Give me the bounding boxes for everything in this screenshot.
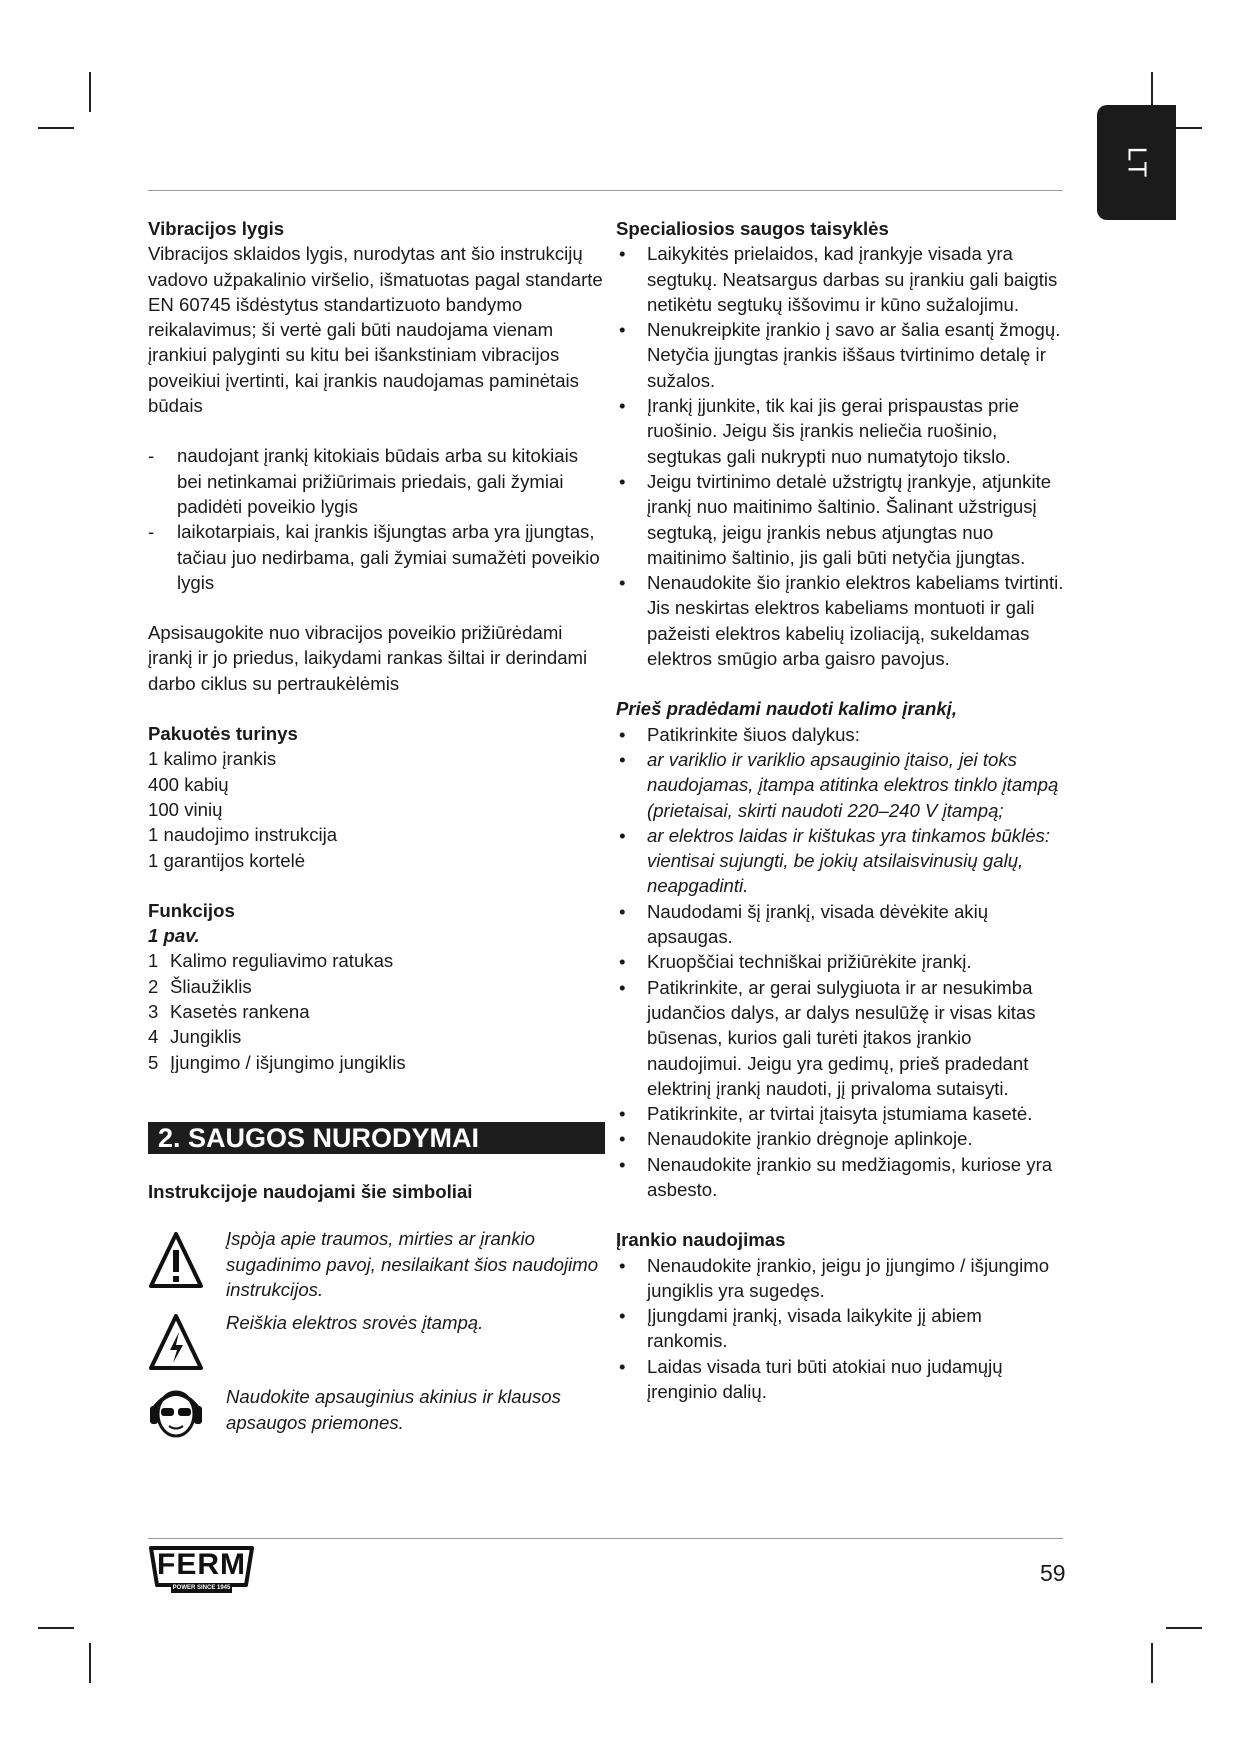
package-list: [148, 746, 603, 872]
vibration-dash-list: [148, 443, 603, 595]
ferm-logo: [148, 1545, 255, 1595]
symbol-row: [148, 1226, 603, 1298]
list-item: 1 garantijos kortelė: [148, 849, 306, 871]
header-rule: [148, 190, 1063, 191]
figure-label: 1 pav.: [148, 925, 200, 947]
list-item: 5 Įjungimo / išjungimo jungiklis: [148, 1051, 406, 1073]
goggles-earmuffs-icon: [148, 1382, 204, 1442]
list-item: - laikotarpiais, kai įrankis išjungtas arba yra įjungtas, tačiau juo nedirbama, gali žymiai sumažėti poveikio lygis: [148, 519, 603, 595]
special-heading: Specialiosios saugos taisyklės: [616, 218, 889, 239]
before-use-check-list: [616, 747, 1066, 899]
list-item: 3 Kasetės rankena: [148, 1001, 310, 1023]
list-item: • Nenukreipkite įrankio į savo ar šalia esantį žmogų. Netyčia įjungtas įrankis iššaus tvirtinimo detalę ir sužalos.: [616, 317, 1066, 393]
footer-rule: [148, 1538, 1063, 1539]
special-list: [616, 241, 1066, 671]
crop-mark: [1166, 1627, 1202, 1629]
list-item: • Nenaudokite šio įrankio elektros kabeliams tvirtinti. Jis neskirtas elektros kabeliams montuoti ir gali pažeisti elektros kabelių izoliaciją, sukeldamas elektros smūgio arba gaisro pavojus.: [616, 570, 1066, 671]
list-item: • Patikrinkite, ar gerai sulygiuota ir ar nesukimba judančios dalys, ar dalys nesulūžę ir visas kitas būsenas, kurios gali turėti įtakos įrankio naudojimui. Jeigu yra gedimų, prieš pradedant elektrinį įrankį naudoti, jį privaloma sutaisyti.: [616, 975, 1066, 1101]
list-item: • Laidas visada turi būti atokiai nuo judamųjų įrenginio dalių.: [616, 1354, 1066, 1405]
list-item: 1 Kalimo reguliavimo ratukas: [148, 950, 394, 972]
list-item: 1 naudojimo instrukcija: [148, 824, 338, 846]
before-use-list: [616, 899, 1066, 1203]
package-heading: Pakuotės turinys: [148, 723, 298, 745]
list-item: • Patikrinkite, ar tvirtai įtaisyta įstumiama kasetė.: [616, 1101, 1066, 1126]
functions-heading: Funkcijos: [148, 899, 235, 921]
list-item: • Patikrinkite šiuos dalykus:: [616, 722, 1066, 747]
list-item: • Naudodami šį įrankį, visada dėvėkite akių apsaugas.: [616, 899, 1066, 950]
symbols-heading: Instrukcijoje naudojami šie simboliai: [148, 1180, 473, 1202]
electric-hazard-icon: [148, 1312, 204, 1372]
list-item: 400 kabių: [148, 773, 229, 795]
list-item: • Nenaudokite įrankio su medžiagomis, kuriose yra asbesto.: [616, 1152, 1066, 1203]
list-item: 4 Jungiklis: [148, 1026, 242, 1048]
before-use-heading: Prieš pradėdami naudoti kalimo įrankį,: [616, 698, 957, 720]
crop-mark: [89, 1643, 91, 1683]
usage-heading: Įrankio naudojimas: [616, 1229, 786, 1251]
crop-mark: [38, 1627, 74, 1629]
crop-mark: [1151, 1643, 1153, 1683]
section-title: 2. SAUGOS NURODYMAI: [148, 1122, 605, 1154]
list-item: • Jeigu tvirtinimo detalė užstrigtų įrankyje, atjunkite įrankį nuo maitinimo šaltinio. Šalinant užstrigusį segtuką, jeigu įrankis nebus atjungtas nuo maitinimo šaltinio, jis gali būti netyčia įjungtas.: [616, 469, 1066, 570]
list-item: • ar variklio ir variklio apsauginio įtaiso, jei toks naudojamas, įtampa atitinka elektros tinklo įtampą (prietaisai, skirti naudoti 220–240 V įtampą;: [616, 747, 1066, 823]
symbol-row: [148, 1308, 603, 1368]
list-item: • Kruopščiai techniškai prižiūrėkite įrankį.: [616, 949, 1066, 974]
before-use-intro: [616, 722, 1066, 747]
list-item: • Įjungdami įrankį, visada laikykite jį abiem rankomis.: [616, 1303, 1066, 1354]
left-column: [148, 216, 603, 1440]
warning-icon: [148, 1230, 204, 1290]
list-item: • Nenaudokite įrankio, jeigu jo įjungimo / išjungimo jungiklis yra sugedęs.: [616, 1253, 1066, 1304]
list-item: 1 kalimo įrankis: [148, 748, 277, 770]
language-tab: [1097, 105, 1176, 220]
list-item: • ar elektros laidas ir kištukas yra tinkamos būklės: vientisai sujungti, be jokių atsilaisvinusių galų, neapgadinti.: [616, 823, 1066, 899]
right-column: [616, 216, 1066, 1404]
crop-mark: [38, 127, 74, 129]
functions-list: [148, 948, 603, 1074]
symbol-description: Naudokite apsauginius akinius ir klausos apsaugos priemones.: [226, 1386, 561, 1433]
symbol-description: Įspòja apie traumos, mirties ar įrankio sugadinimo pavoj, nesilaikant šios naudojimo instrukcijos.: [226, 1228, 599, 1300]
logo-tagline: POWER SINCE 1945: [172, 1585, 231, 1591]
page-number: 59: [1040, 1560, 1066, 1586]
list-item: • Nenaudokite įrankio drėgnoje aplinkoje.: [616, 1126, 1066, 1151]
vibration-paragraph: Vibracijos sklaidos lygis, nurodytas ant šio instrukcijų vadovo užpakalinio viršelio, išmatuotas pagal standarte EN 60745 išdėstytus standartizuoto bandymo reikalavimus; ši vertė gali būti naudojama vienam įrankiui palyginti su kitu bei išankstiniam vibracijos poveikiui įvertinti, kai įrankis naudojamas paminėtais būdais: [148, 243, 603, 417]
logo-text: FERM: [157, 1548, 246, 1581]
list-item: 2 Šliaužiklis: [148, 975, 252, 997]
language-code: LT: [1122, 146, 1152, 179]
symbol-description: Reiškia elektros srovės įtampą.: [226, 1312, 484, 1334]
symbol-row: [148, 1378, 603, 1440]
list-item: 100 vinių: [148, 798, 223, 820]
crop-mark: [89, 72, 91, 112]
list-item: - naudojant įrankį kitokiais būdais arba su kitokiais bei netinkamai prižiūrimais priedais, gali žymiai padidėti poveikio lygis: [148, 443, 603, 519]
list-item: • Laikykitės prielaidos, kad įrankyje visada yra segtukų. Neatsargus darbas su įrankiu gali baigtis netikėtu segtukų iššovimu ir kūno sužalojimu.: [616, 241, 1066, 317]
list-item: • Įrankį įjunkite, tik kai jis gerai prispaustas prie ruošinio. Jeigu šis įrankis neliečia ruošinio, segtukas gali nukrypti nuo numatytojo tikslo.: [616, 393, 1066, 469]
vibration-paragraph-2: Apsisaugokite nuo vibracijos poveikio prižiūrėdami įrankį ir jo priedus, laikydami rankas šiltai ir derindami darbo ciklus su pertraukėlėmis: [148, 622, 588, 694]
vibration-heading: Vibracijos lygis: [148, 218, 285, 239]
usage-list: [616, 1253, 1066, 1405]
